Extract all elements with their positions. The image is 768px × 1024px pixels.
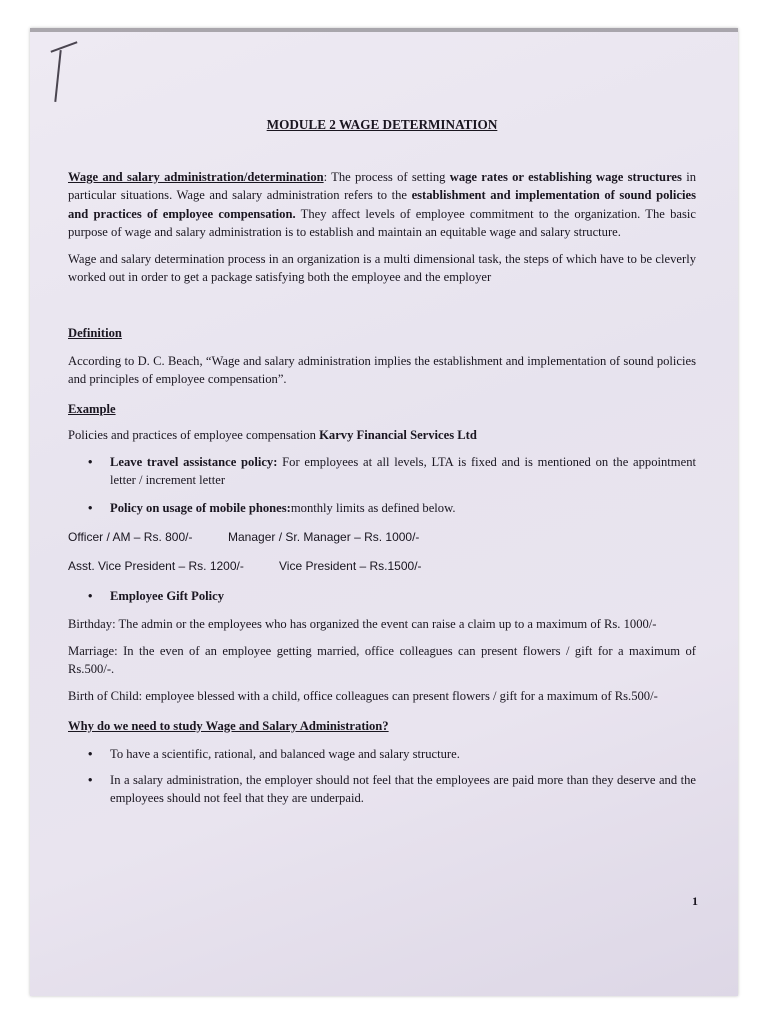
why-item: • In a salary administration, the employer should not feel that the employees are paid more than they deserve and the employees should not feel that they are underpaid. (68, 771, 696, 807)
company-name: Karvy Financial Services Ltd (319, 427, 477, 442)
limit-avp: Asst. Vice President – Rs. 1200/- (68, 558, 244, 573)
intro-heading: Wage and salary administration/determination (68, 170, 324, 184)
why-heading: Why do we need to study Wage and Salary Administration? (68, 718, 389, 733)
mobile-policy-text: monthly limits as defined below. (290, 500, 456, 515)
page-title: MODULE 2 WAGE DETERMINATION (266, 117, 498, 132)
example-lead (68, 426, 696, 444)
definition-heading: Definition (68, 325, 122, 340)
example-lead-text: Policies and practices of employee compensation (68, 427, 320, 442)
mobile-policy-item (68, 499, 696, 517)
gift-marriage: Marriage: In the even of an employee getting married, office colleagues can present flowers / gift for a maximum of Rs.500/-. (68, 643, 696, 676)
page-edge-shadow (30, 28, 738, 32)
lta-policy-item (68, 453, 696, 489)
pen-mark (54, 50, 61, 102)
mobile-limits-row-1 (68, 528, 696, 546)
mobile-policy-title: Policy on usage of mobile phones: (110, 500, 291, 515)
intro-text-2: in particular situations. Wage and salary administration refers to the (68, 170, 696, 203)
document-page (30, 28, 738, 996)
intro-text-1: : The process of setting (323, 170, 450, 184)
intro-text-3: They affect levels of employee commitment to the organization. The basic purpose of wage and salary administration is to establish and maintain an equitable wage and salary structure. (68, 206, 696, 240)
intro-bold-1: wage rates or establishing wage structures (449, 170, 682, 184)
page-number: 1 (692, 894, 698, 908)
document-body (68, 116, 696, 807)
lta-policy-text: For employees at all levels, LTA is fixed and is mentioned on the appointment letter / increment letter (110, 454, 696, 487)
mobile-limits-row-2 (68, 557, 696, 575)
limit-vp: Vice President – Rs.1500/- (279, 558, 422, 573)
gift-birth-of-child: Birth of Child: employee blessed with a child, office colleagues can present flowers / gift for a maximum of Rs.500/- (68, 688, 658, 703)
intro-bold-2: establishment and implementation of sound policies and practices of employee compensation. (68, 188, 696, 221)
gift-birthday: Birthday: The admin or the employees who has organized the event can raise a claim up to a maximum of Rs. 1000/- (68, 616, 657, 631)
limit-officer: Officer / AM – Rs. 800/- (68, 529, 193, 544)
pen-mark-stroke (51, 41, 78, 52)
why-item: • To have a scientific, rational, and balanced wage and salary structure. (68, 745, 696, 763)
limit-manager: Manager / Sr. Manager – Rs. 1000/- (228, 529, 420, 544)
example-heading: Example (68, 401, 116, 416)
gift-policy-title: • Employee Gift Policy (68, 587, 696, 605)
lta-policy-title: Leave travel assistance policy: (110, 454, 278, 469)
process-paragraph: Wage and salary determination process in an organization is a multi dimensional task, the steps of which have to be cleverly worked out in order to get a package satisfying both the employee and the employer (68, 251, 696, 284)
definition-text: According to D. C. Beach, “Wage and salary administration implies the establishment and implementation of sound policies and principles of employee compensation”. (68, 353, 696, 386)
intro-paragraph (68, 168, 696, 242)
